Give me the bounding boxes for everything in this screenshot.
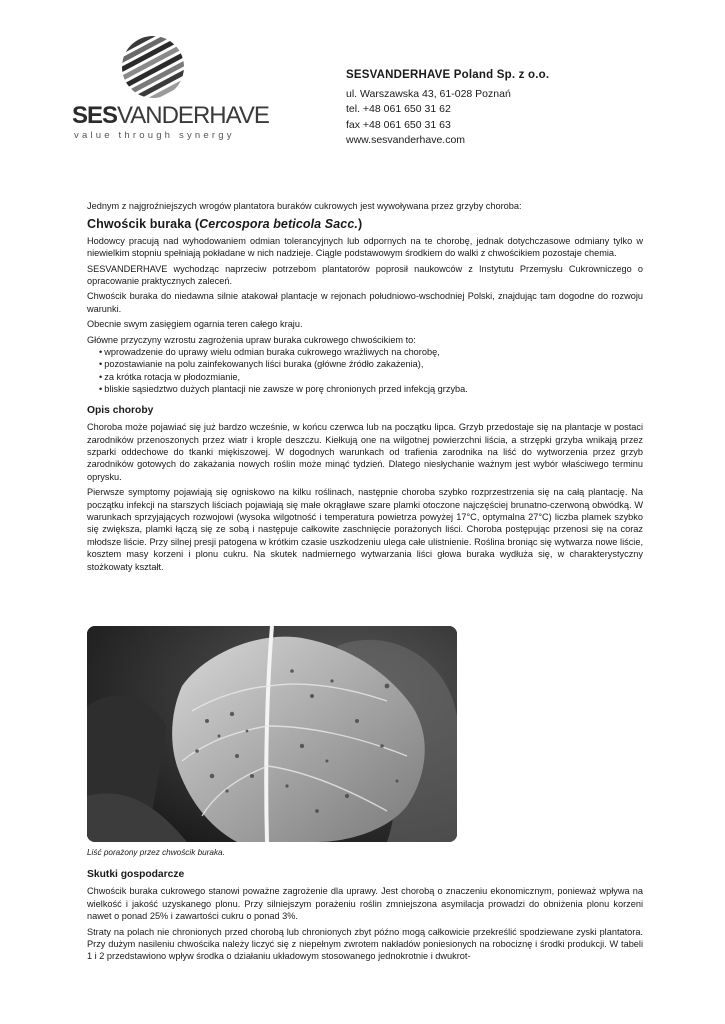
article-body (87, 200, 643, 576)
paragraph: Chwościk buraka do niedawna silnie atakował plantacje w rejonach południowo-wschodniej Polski, znajdując tam dogodne do rozwoju warunki. (87, 291, 643, 314)
article-title: Chwościk buraka (Cercospora beticola Sacc.) (87, 217, 363, 232)
list-item: • za krótka rotacja w płodozmianie, (99, 371, 643, 383)
section-heading: Opis choroby (87, 404, 154, 416)
paragraph: Choroba może pojawiać się już bardzo wcześnie, w końcu czerwca lub na początku lipca. Grzyb przedostaje się na plantacje w postaci zarodników przenoszonych przez wiatr i krople deszczu. Kiełkują one na wilgotnej powierzchni liścia, a strzępki grzyba wnikają przez szparki oddechowe do tkanki miękiszowej. W dogodnych warunkach od trafienia zarodnika na liść do wytworzenia przez grzyb zarodników gotowych do zakażania nowych roślin może minąć tydzień. Dlatego niesłychanie ważnym jest wybór właściwego terminu oprysku. (87, 422, 643, 482)
company-address (346, 68, 549, 149)
company-logo (72, 30, 269, 150)
fax-number: fax +48 061 650 31 63 (346, 118, 451, 131)
infected-leaf-photo (87, 626, 457, 842)
paragraph: Straty na polach nie chronionych przed chorobą lub chronionych zbyt późno mogą całkowicie przekreślić spodziewane zyski plantatora. Przy dużym nasileniu chwościka należy liczyć się z niepełnym zwrotem nakładów poniesionych na robociznę i środki produkcji. W tabeli 1 i 2 przedstawiono wpływ środka o działaniu układowym stosowanego jednokrotnie i dwukrot- (87, 926, 643, 962)
phone-number: tel. +48 061 650 31 62 (346, 103, 451, 116)
paragraph: Hodowcy pracują nad wyhodowaniem odmian tolerancyjnych lub odpornych na te chorobę, jednak dotychczasowe odmiany tylko w niewielkim stopniu spełniają pokładane w nich nadzieje. Ciągle podstawowym środkiem do walki z chwościkiem pozostaje chemia. (87, 235, 643, 259)
street-address: ul. Warszawska 43, 61-028 Poznań (346, 87, 511, 100)
section-heading: Skutki gospodarcze (87, 869, 185, 880)
intro-text: Jednym z najgroźniejszych wrogów plantatora buraków cukrowych jest wywoływana przez grzyby choroba: (87, 201, 522, 211)
logo-wordmark: SESVANDERHAVE (72, 102, 269, 129)
economic-effects-section (87, 864, 643, 966)
photo-caption: Liść porażony przez chwościk buraka. (87, 848, 225, 857)
causes-list (87, 346, 643, 396)
paragraph: Pierwsze symptomy pojawiają się ogniskowo na kilku roślinach, następnie choroba szybko rozprzestrzenia się na całą plantację. Na początku infekcji na starszych liściach pojawiają się małe okrągławe szare plamki otoczone najczęściej brunatno-czerwoną obwódką. W warunkach sprzyjających rozwojowi (wysoka wilgotność i temperatura powietrza powyżej 17°C, optymalna 27°C) liczba plamek szybko się zwiększa, plamki łączą się ze sobą i następuje całkowite zaschnięcie porażonych liści. Choroba postępując przenosi się na coraz młodsze liście. Przy silnej presji patogena w krótkim czasie uszkodzeniu ulega całe ulistnienie. Roślina broniąc się wytwarza nowe liście, kosztem masy korzeni i plonu cukru. Na skutek nadmiernego wytwarzania liści głowa buraka wydłuża się, w charakterystyczny stożkowaty kształt. (87, 487, 643, 572)
list-item: • pozostawianie na polu zainfekowanych liści buraka (główne źródło zakażenia), (99, 358, 643, 370)
sphere-logo-icon (120, 34, 186, 100)
website-link[interactable]: www.sesvanderhave.com (346, 134, 466, 147)
list-item: • wprowadzenie do uprawy wielu odmian buraka cukrowego wrażliwych na chorobę, (99, 346, 643, 358)
paragraph: Chwościk buraka cukrowego stanowi poważne zagrożenie dla uprawy. Jest chorobą o znaczeniu ekonomicznym, ponieważ wpływa na wielkość i jakość uzyskanego plonu. Przy silniejszym porażeniu roślin zmniejszona asymilacja prowadzi do obniżenia plonu korzeni nawet o ponad 25% i zawartości cukru o ponad 3%. (87, 886, 643, 922)
list-item: • bliskie sąsiedztwo dużych plantacji nie zawsze w porę chronionych przed infekcją grzyba. (99, 383, 643, 395)
paragraph: Obecnie swym zasięgiem ogarnia teren całego kraju. (87, 319, 303, 330)
company-name: SESVANDERHAVE Poland Sp. z o.o. (346, 69, 550, 81)
leaf-image (87, 626, 457, 842)
paragraph: SESVANDERHAVE wychodząc naprzeciw potrzebom plantatorów poprosił naukowców z Instytutu Przemysłu Cukrowniczego o opracowanie praktycznych zaleceń. (87, 263, 643, 287)
paragraph: Główne przyczyny wzrostu zagrożenia upraw buraka cukrowego chwościkiem to: (87, 334, 416, 345)
logo-tagline: value through synergy (74, 130, 235, 141)
